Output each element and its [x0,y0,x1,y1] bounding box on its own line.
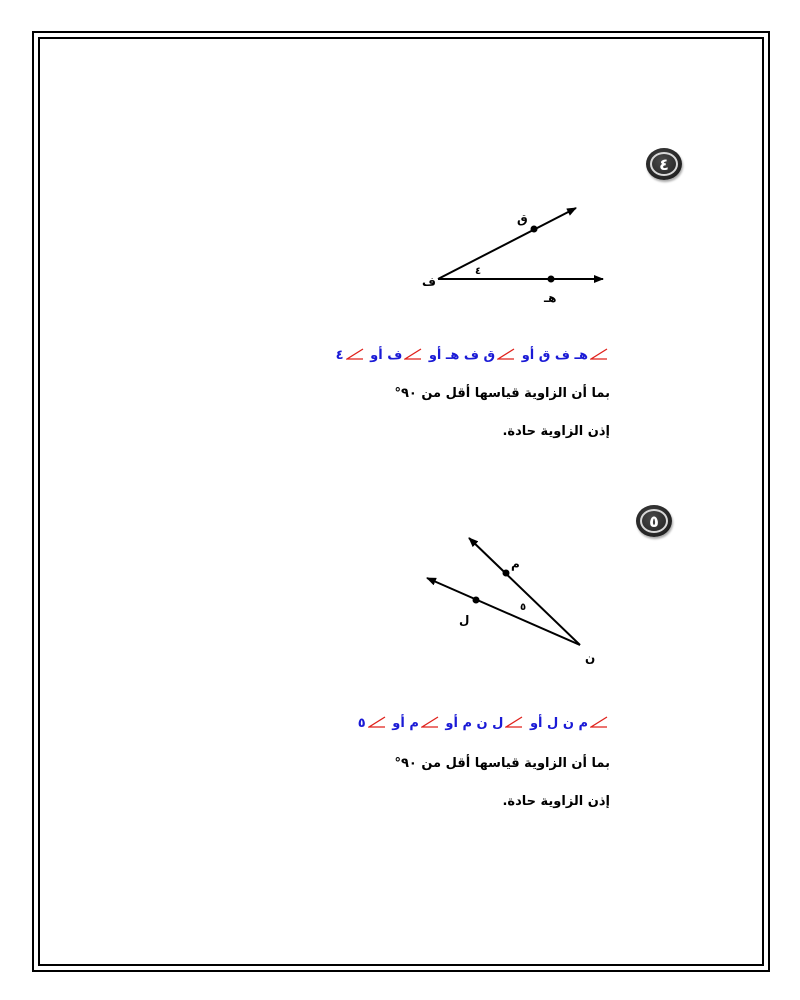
label-point-q: ق [517,212,528,226]
angle-name-1: هـ ف ق [538,348,588,363]
label-angle-4: ٤ [475,266,482,277]
angle-names-line-5: م ن ل أو ل ن م أو م أو ٥ [358,714,610,734]
label-angle-5: ٥ [520,602,527,613]
label-point-l: ل [459,613,470,627]
angle-name-3: ف [387,348,403,363]
point-m [503,570,510,577]
angle-symbol-icon [346,348,364,360]
angle-name-2: ق ف هـ [445,348,496,363]
problem-number-5: ٥ [649,511,659,531]
angle-name-4: ٤ [335,348,344,363]
ray-fq [438,208,576,279]
angle-symbol-icon [404,348,422,360]
angle-symbol-icon [368,716,386,728]
angle-figure-5 [415,530,615,670]
point-q [531,226,538,233]
point-h [548,276,555,283]
reason-line-5: بما أن الزاوية قياسها أقل من ٩٠° [394,756,610,771]
point-l [473,597,480,604]
ray-nl [427,578,580,645]
label-vertex-n: ن [585,651,596,665]
angle-symbol-icon [505,716,523,728]
conclusion-line-5: إذن الزاوية حادة. [502,794,610,809]
angle-symbol-icon [497,348,515,360]
angle-symbol-icon [590,716,608,728]
angle-name-2: ل ن م [462,716,504,731]
angle-symbol-icon [590,348,608,360]
angle-names-line-4: هـ ف ق أو ق ف هـ أو ف أو ٤ [336,346,610,366]
angle-name-1: م ن ل [547,716,588,731]
reason-line-4: بما أن الزاوية قياسها أقل من ٩٠° [394,386,610,401]
problem-number-badge-4 [646,148,682,180]
conclusion-line-4: إذن الزاوية حادة. [502,424,610,439]
ray-nm [469,538,580,645]
label-point-m: م [511,557,520,571]
label-point-h: هـ [544,291,557,305]
label-vertex-f: ف [422,275,436,289]
problem-number-4: ٤ [659,154,669,174]
angle-figure-4 [410,200,620,310]
angle-name-4: ٥ [357,716,366,731]
angle-symbol-icon [421,716,439,728]
problem-number-badge-5 [636,505,672,537]
angle-name-3: م [409,716,419,731]
